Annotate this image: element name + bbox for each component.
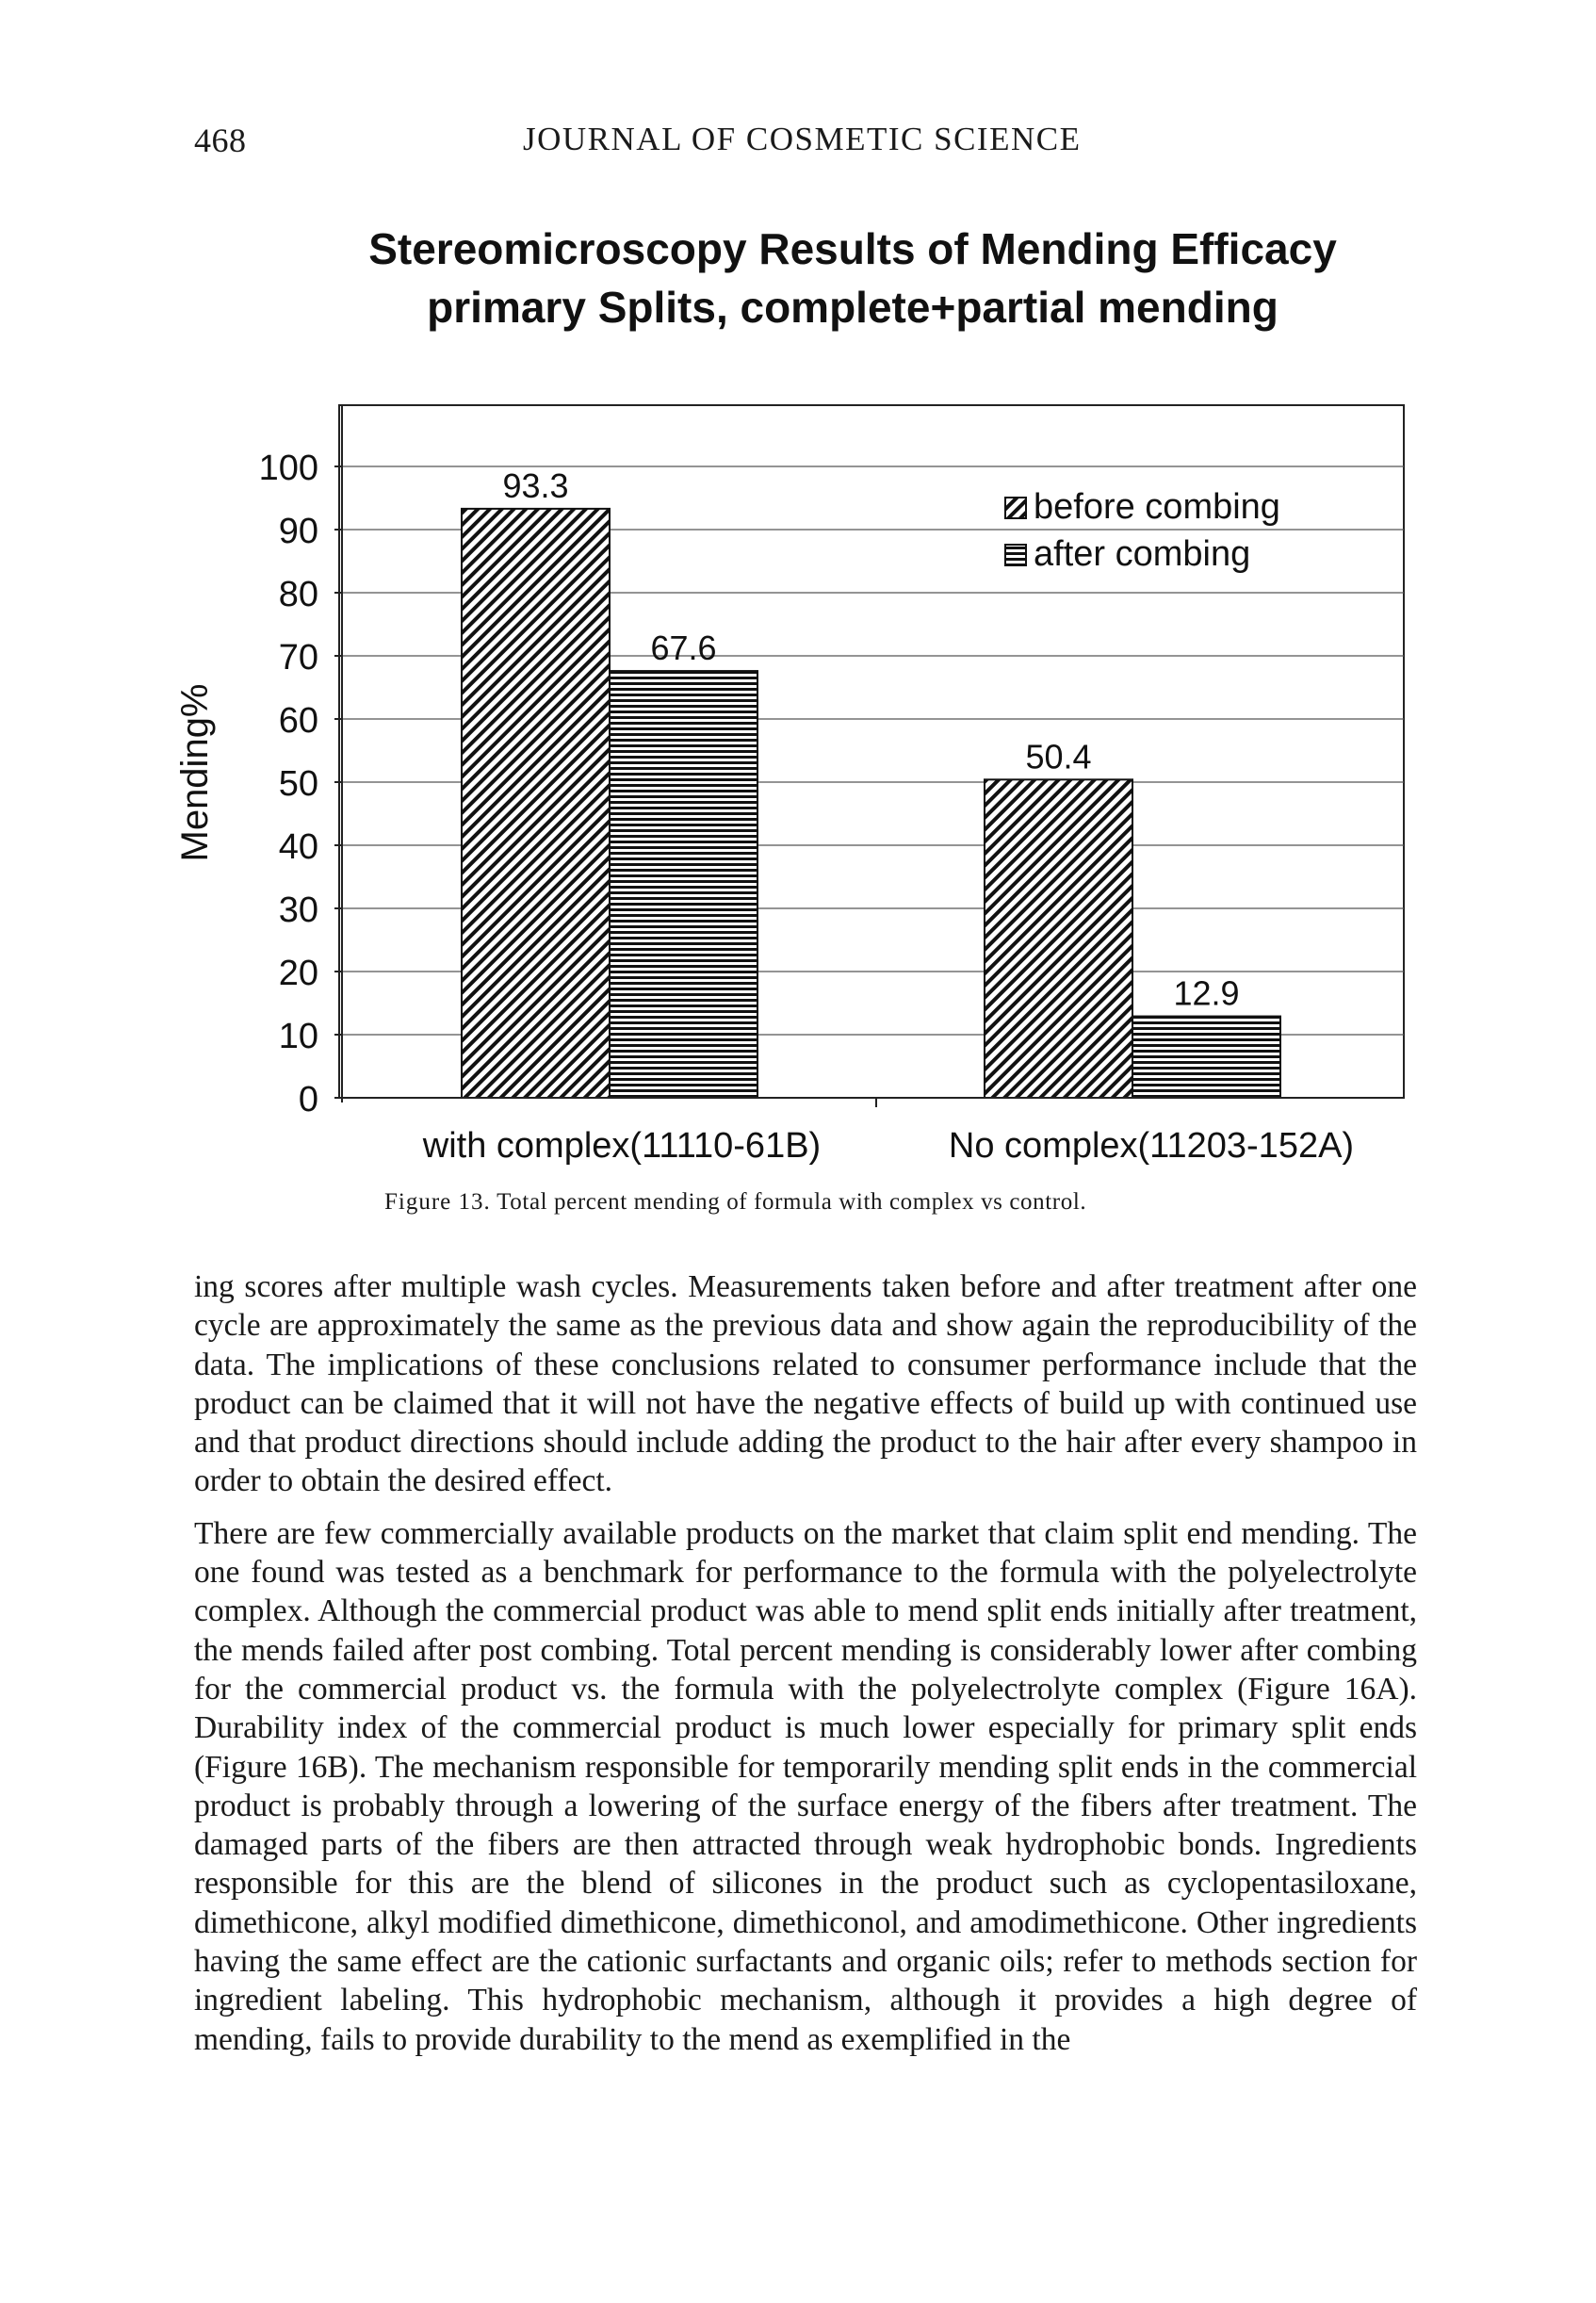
paragraph: There are few commercially available products on the market that claim split end mending. The one found was tested as a benchmark for performance to the formula with the polyelectrolyte complex. Although the commercial product was able to mend split ends initially after treatment, the mends failed after post combing. Total percent mending is considerably lower after combing for the commercial product vs. the formula with the polyelectrolyte complex (Figure 16A). Durability index of the commercial product is much lower especially for primary split ends (Figure 16B). The mechanism responsible for temporarily mending split ends in the commercial product is probably through a lowering of the surface energy of the fibers after treatment. The damaged parts of the fibers are then attracted through weak hydrophobic bonds. Ingredients responsible for this are the blend of silicones in the product such as cyclopentasiloxane, dimethicone, alkyl modified dimethicone, dimethiconol, and amodimethicone. Other ingredients having the same effect are the cationic surfactants and organic oils; refer to methods section for ingredient labeling. This hydrophobic mechanism, although it provides a high degree of mending, fails to provide durability to the mend as exemplified in the [194,1515,1417,2057]
bar-chart [141,207,1441,1187]
y-tick-label: 40 [278,827,318,867]
bars [462,509,1280,1098]
y-tick-label: 100 [258,449,318,488]
paragraph: ing scores after multiple wash cycles. Measurements taken before and after treatment after one cycle are approximately the same as the previous data and show again the reproducibility of the data. The implications of these conclusions related to consumer performance include that the product can be claimed that it will not have the negative effects of build up with continued use and that product directions should include adding the product to the hair after every shampoo in order to obtain the desired effect. [194,1269,1417,1499]
data-label: 50.4 [1025,737,1092,776]
bar-after-combing [610,671,757,1098]
y-tick-label: 90 [278,512,318,551]
y-tick-label: 20 [278,954,318,993]
page-number: 468 [194,122,247,159]
legend-swatch-after [1005,545,1026,565]
bar-before-combing [462,509,610,1098]
legend-label-before: before combing [1034,487,1280,527]
data-label: 12.9 [1173,973,1240,1013]
figure-caption [384,1189,1086,1216]
bar-after-combing [1132,1017,1280,1098]
chart-title: Stereomicroscopy Results of Mending Efficacy [368,224,1337,273]
y-tick-label: 30 [278,890,318,930]
running-head: JOURNAL OF COSMETIC SCIENCE [523,121,1082,157]
y-axis-label: Mending% [174,683,216,862]
legend [1005,487,1280,574]
bar-before-combing [985,779,1132,1098]
y-tick-label: 50 [278,764,318,804]
data-label: 93.3 [502,466,569,505]
legend-swatch-before [1005,498,1026,518]
x-axis-categories [422,1126,1354,1166]
chart-subtitle: primary Splits, complete+partial mending [427,283,1278,332]
y-tick-label: 60 [278,701,318,741]
y-tick-label: 10 [278,1017,318,1056]
figure-label: Figure 13. [384,1189,491,1215]
body-text [194,1267,1417,2059]
y-axis-ticks [259,449,342,1119]
x-category-label: No complex(11203-152A) [948,1126,1355,1166]
x-category-label: with complex(11110-61B) [422,1126,822,1166]
y-tick-label: 0 [298,1080,318,1119]
y-tick-label: 80 [278,575,318,614]
legend-label-after: after combing [1034,534,1251,574]
data-label: 67.6 [650,629,717,668]
y-tick-label: 70 [278,638,318,678]
figure-caption-text: Total percent mending of formula with complex vs control. [490,1189,1087,1215]
